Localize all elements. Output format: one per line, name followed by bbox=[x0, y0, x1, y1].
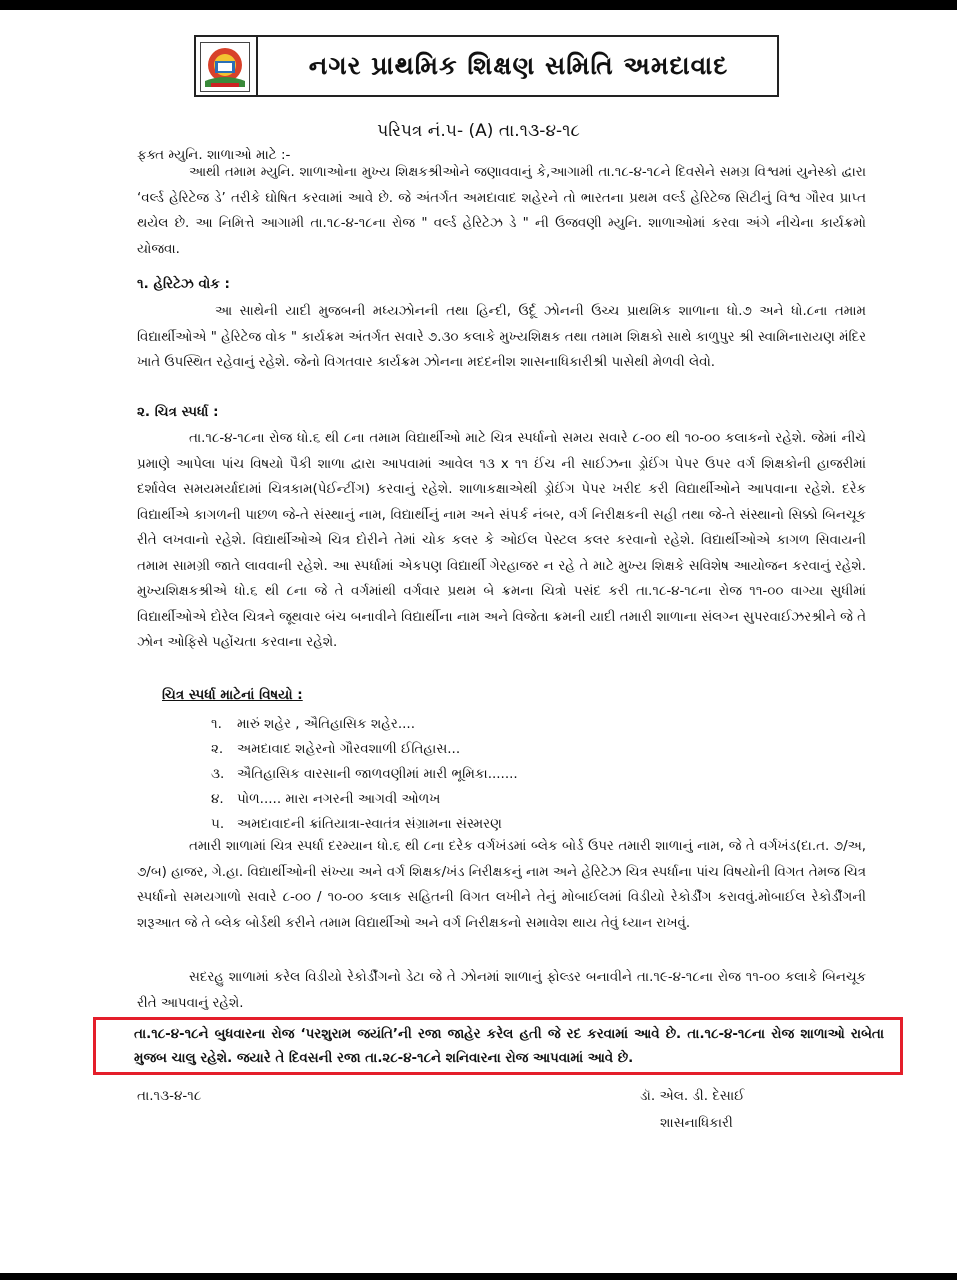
video-submission-paragraph bbox=[137, 965, 866, 1016]
topic-number: ૨. bbox=[211, 741, 224, 757]
topic-text: મારું શહેર , ઐતિહાસિક શહેર.... bbox=[237, 716, 415, 732]
section-2-paragraph bbox=[137, 426, 866, 656]
holiday-notice-box bbox=[93, 1017, 903, 1075]
video-submission-text: સદરહુ શાળામાં કરેલ વિડીયો રેકોર્ડીંગનો ડેટા જે તે ઝોનમાં શાળાનું ફોલ્ડર બનાવીને તા.૧૯-૪-૧૮ના રોજ ૧૧-૦૦ કલાકે બિનચૂક રીતે આપવાનું રહેશે. bbox=[137, 970, 866, 1011]
video-instructions-text: તમારી શાળામાં ચિત્ર સ્પર્ધા દરમ્યાન ધો.૬ થી ૮ના દરેક વર્ગખંડમાં બ્લેક બોર્ડ ઉપર તમારી શાળાનું નામ, જે તે વર્ગખંડ(દા.ત. ૭/અ, ૭/બ) હાજર, ગે.હા. વિદ્યાર્થીઓની સંખ્યા અને વર્ગ શિક્ષક/ખંડ નિરીક્ષકનું નામ અને હેરિટેઝ ચિત્ર સ્પર્ધાના પાંચ વિષયોની વિગત તેમજ ચિત્ર સ્પર્ધાનો સમયગાળો સવારે ૮-૦૦ / ૧૦-૦૦ કલાક સહિતની વિગત લખીને તેનું મોબાઈલમાં વિડીયો રેકોર્ડીંગ કરાવવું.મોબાઈલ રેકોર્ડીંગની શરૂઆત જે તે બ્લેક બોર્ડથી કરીને તમામ વિદ્યાર્થીઓ અને વર્ગ નિરીક્ષકનો સમાવેશ થાય તેવું ધ્યાન રાખવું. bbox=[137, 839, 866, 931]
intro-text: આથી તમામ મ્યુનિ. શાળાઓના મુખ્ય શિક્ષકશ્રીઓને જણાવવાનું કે,આગામી તા.૧૮-૪-૧૮ને દિવસેને સમગ્ર વિશ્વમાં યુનેસ્કો દ્વારા ‘વર્લ્ડ હેરિટેજ ડે’ તરીકે ઘોષિત કરવામાં આવે છે. જે અંતર્ગત અમદાવાદ શહેરને તો ભારતના પ્રથમ વર્લ્ડ હેરિટેજ સિટીનું વિશ્વ ગૌરવ પ્રાપ્ત થયેલ છે. આ નિમિત્તે આગામી તા.૧૮-૪-૧૮ના રોજ " વર્લ્ડ હેરિટેઝ ડે " ની ઉજવણી મ્યુનિ. શાળાઓમાં કરવા અંગે નીચેના કાર્યક્રમો યોજવા. bbox=[137, 165, 866, 257]
organization-title: નગર પ્રાથમિક શિક્ષણ સમિતિ અમદાવાદ bbox=[308, 51, 729, 80]
section-1-text: આ સાથેની યાદી મુજબની મધ્યઝોનની તથા હિન્દી, ઉર્દૂ ઝોનની ઉચ્ચ પ્રાથમિક શાળાના ધો.૭ અને ધો.૮ના તમામ વિદ્યાર્થીઓએ " હેરિટેજ વોક " કાર્યક્રમ અંતર્ગત સવારે ૭.૩૦ કલાકે મુખ્યશિક્ષક તથા તમામ શિક્ષકો સાથે કાળુપુર શ્રી સ્વામિનારાયણ મંદિર ખાતે ઉપસ્થિત રહેવાનું રહેશે. જેનો વિગતવાર કાર્યક્રમ ઝોનના મદદનીશ શાસનાધિકારીશ્રી પાસેથી મેળવી લેવો. bbox=[137, 304, 866, 370]
topic-text: ઐતિહાસિક વારસાની જાળવણીમાં મારી ભૂમિકા....... bbox=[237, 766, 518, 782]
document-page bbox=[0, 10, 957, 1273]
header-divider bbox=[256, 37, 258, 95]
intro-paragraph bbox=[137, 160, 866, 262]
topic-text: અમદાવાદ શહેરનો ગૌરવશાળી ઈતિહાસ... bbox=[237, 741, 461, 757]
emblem-logo-icon bbox=[200, 42, 250, 92]
topic-item-4 bbox=[211, 790, 440, 808]
section-2-text: તા.૧૮-૪-૧૮ના રોજ ધો.૬ થી ૮ના તમામ વિદ્યાર્થીઓ માટે ચિત્ર સ્પર્ધાનો સમય સવારે ૮-૦૦ થી ૧૦-૦૦ કલાકનો રહેશે. જેમાં નીચે પ્રમાણે આપેલા પાંચ વિષયો પૈકી શાળા દ્વારા આપવામાં આવેલ ૧૩ x ૧૧ ઈંચ ની સાઈઝના ડ્રોઈંગ પેપર ઉપર વર્ગ શિક્ષકોની હાજરીમાં દર્શાવેલ સમયમર્યાદામાં ચિત્રકામ(પેઈન્ટીંગ) કરવાનું રહેશે. શાળાકક્ષાએથી ડ્રોઈંગ પેપર ખરીદ કરી વિદ્યાર્થીઓને આપવાના રહેશે. દરેક વિદ્યાર્થીએ કાગળની પાછળ જે-તે સંસ્થાનું નામ, વિદ્યાર્થીનું નામ અને સંપર્ક નંબર, વર્ગ નિરીક્ષકની સહી તથા જે-તે સંસ્થાનો સિક્કો બિનચૂક રીતે લખવાનો રહેશે. વિદ્યાર્થીઓએ ચિત્ર દોરીને તેમાં ચોક કલર કે ઓઈલ પેસ્ટલ કલર કરવાનો રહેશે. વિદ્યાર્થીઓએ કાગળ સિવાયની તમામ સામગ્રી જાતે લાવવાની રહેશે. આ સ્પર્ધામાં એકપણ વિદ્યાર્થી ગેરહાજર ન રહે તે માટે મુખ્ય શિક્ષકે સવિશેષ આયોજન કરવાનું રહેશે. મુખ્યશિક્ષકશ્રીએ ધો.૬ થી ૮ના જે તે વર્ગમાંથી વર્ગવાર પ્રથમ બે ક્રમના ચિત્રો પસંદ કરી તા.૧૮-૪-૧૮ના રોજ ૧૧-૦૦ વાગ્યા સુધીમાં વિદ્યાર્થીઓએ દોરેલ ચિત્રને જૂથવાર બંચ બનાવીને વિદ્યાર્થીના નામ અને વિજેતા ક્રમની યાદી તમારી શાળાના સંલગ્ન સુપરવાઈઝરશ્રીને જે તે ઝોન ઓફિસે પહોંચતા કરવાના રહેશે. bbox=[137, 431, 866, 650]
signatory-name: ડૉ. એલ. ડી. દેસાઈ bbox=[640, 1088, 745, 1104]
topic-item-2 bbox=[211, 740, 460, 758]
topic-text: પોળ..... મારા નગરની આગવી ઓળખ bbox=[237, 791, 441, 807]
section-1-paragraph bbox=[137, 299, 866, 376]
topic-item-5 bbox=[211, 815, 502, 833]
circular-number: પરિપત્ર નં.૫- (A) તા.૧૩-૪-૧૮ bbox=[377, 121, 580, 141]
signatory-title: શાસનાધિકારી bbox=[660, 1115, 733, 1131]
topic-number: ૫. bbox=[211, 816, 225, 832]
topics-heading: ચિત્ર સ્પર્ધા માટેનાં વિષયો : bbox=[162, 687, 303, 703]
issue-date: તા.૧૩-૪-૧૮ bbox=[137, 1088, 202, 1104]
topic-number: ૧. bbox=[211, 716, 222, 732]
topic-number: ૪. bbox=[211, 791, 224, 807]
section-2-heading: ૨. ચિત્ર સ્પર્ધા : bbox=[137, 404, 219, 420]
video-instructions-paragraph bbox=[137, 834, 866, 936]
topic-number: ૩. bbox=[211, 766, 225, 782]
recipients-line: ફક્ત મ્યુનિ. શાળાઓ માટે :- bbox=[137, 147, 291, 163]
topic-item-1 bbox=[211, 715, 415, 733]
topic-text: અમદાવાદની ક્રાંતિયાત્રા-સ્વાતંત્ર સંગ્રામના સંસ્મરણ bbox=[237, 816, 502, 832]
topic-item-3 bbox=[211, 765, 518, 783]
section-1-heading: ૧. હેરિટેઝ વોક : bbox=[137, 276, 230, 292]
letterhead bbox=[194, 35, 779, 97]
holiday-notice-text: તા.૧૮-૪-૧૮ને બુધવારના રોજ ‘પરશુરામ જયંતિ’ની રજા જાહેર કરેલ હતી જે રદ કરવામાં આવે છે. તા.૧૮-૪-૧૮ના રોજ શાળાઓ રાબેતા મુજબ ચાલુ રહેશે. જયારે તે દિવસની રજા તા.૨૮-૪-૧૮ને શનિવારના રોજ આપવામાં આવે છે. bbox=[134, 1027, 884, 1066]
